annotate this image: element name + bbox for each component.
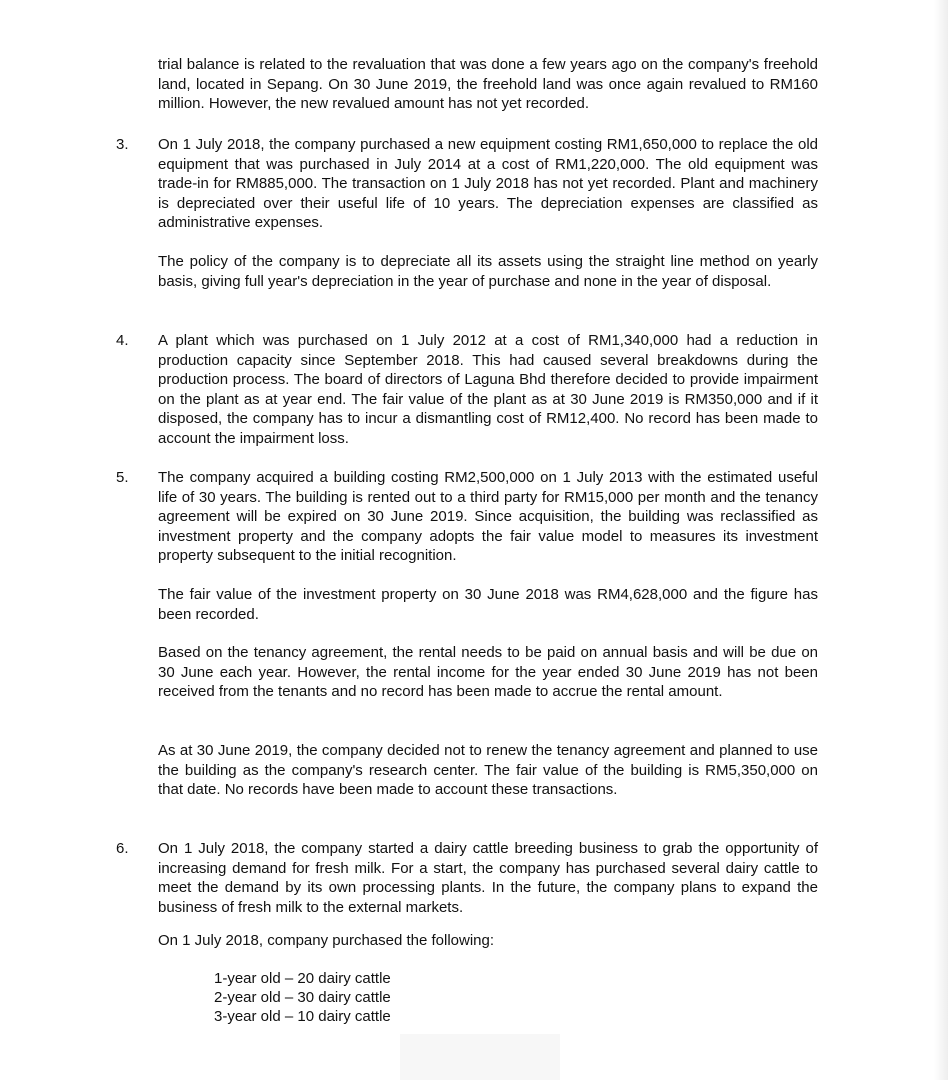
page-edge-shadow [934, 0, 948, 1080]
item-paragraph: The fair value of the investment property on 30 June 2018 was RM4,628,000 and the figure has been recorded. [158, 586, 818, 623]
item-paragraph: On 1 July 2018, company purchased the following: [158, 932, 495, 949]
cattle-purchase-line: 2-year old – 30 dairy cattle [214, 989, 391, 1006]
item-paragraph: The policy of the company is to depreciate all its assets using the straight line method on yearly basis, giving full year's depreciation in the year of purchase and none in the year of disposal. [158, 253, 818, 290]
item-number: 6. [116, 840, 129, 857]
item-paragraph: A plant which was purchased on 1 July 2012 at a cost of RM1,340,000 had a reduction in production capacity since September 2018. This had caused several breakdowns during the production process. The board of directors of Laguna Bhd therefore decided to provide impairment on the plant as at year end. The fair value of the plant as at 30 June 2019 is RM350,000 and if it disposed, the company has to incur a dismantling cost of RM12,400. No record has been made to account the impairment loss. [158, 332, 818, 447]
page-shadow [400, 1034, 560, 1080]
item-paragraph: On 1 July 2018, the company purchased a new equipment costing RM1,650,000 to replace the old equipment that was purchased in July 2014 at a cost of RM1,220,000. The old equipment was trade-in for RM885,000. The transaction on 1 July 2018 has not yet recorded. Plant and machinery is depreciated over their useful life of 10 years. The depreciation expenses are classified as administrative expenses. [158, 136, 818, 231]
cattle-purchase-line: 1-year old – 20 dairy cattle [214, 970, 391, 987]
item-number: 4. [116, 332, 129, 349]
item-number: 5. [116, 469, 129, 486]
item-paragraph: The company acquired a building costing RM2,500,000 on 1 July 2013 with the estimated useful life of 30 years. The building is rented out to a third party for RM15,000 per month and the tenancy agreement will be expired on 30 June 2019. Since acquisition, the building was reclassified as investment property and the company adopts the fair value model to measures its investment property subsequent to the initial recognition. [158, 469, 818, 564]
item-paragraph: On 1 July 2018, the company started a dairy cattle breeding business to grab the opportunity of increasing demand for fresh milk. For a start, the company has purchased several dairy cattle to meet the demand by its own processing plants. In the future, the company plans to expand the business of fresh milk to the external markets. [158, 840, 818, 916]
item-number: 3. [116, 136, 129, 153]
item-paragraph: As at 30 June 2019, the company decided not to renew the tenancy agreement and planned to use the building as the company's research center. The fair value of the building is RM5,350,000 on that date. No records have been made to account these transactions. [158, 742, 818, 798]
item-paragraph: Based on the tenancy agreement, the rental needs to be paid on annual basis and will be due on 30 June each year. However, the rental income for the year ended 30 June 2019 has not been received from the tenants and no record has been made to accrue the rental amount. [158, 644, 818, 700]
cattle-purchase-line: 3-year old – 10 dairy cattle [214, 1008, 391, 1025]
cattle-purchase-list [214, 969, 391, 1026]
intro-paragraph: trial balance is related to the revaluation that was done a few years ago on the company's freehold land, located in Sepang. On 30 June 2019, the freehold land was once again revalued to RM160 million. However, the new revalued amount has not yet recorded. [158, 56, 818, 112]
